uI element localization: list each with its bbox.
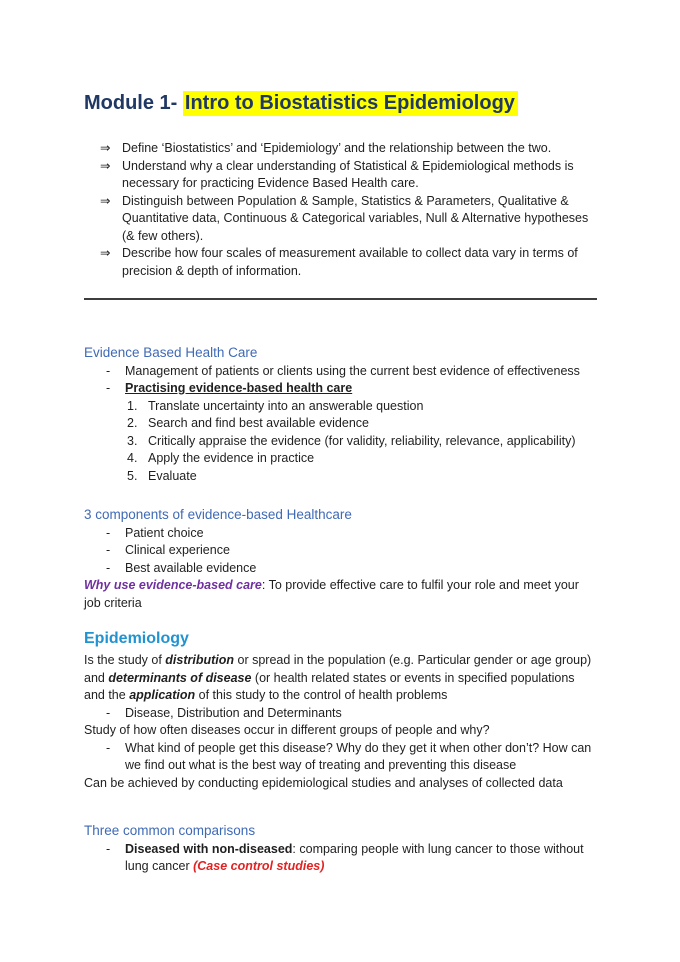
- objective-item: [84, 140, 597, 158]
- step-text: Evaluate: [148, 468, 197, 483]
- step-number: [127, 433, 148, 451]
- objective-item: [84, 193, 597, 246]
- dash-bullet: -: [106, 381, 111, 395]
- title-prefix: Module 1-: [84, 92, 183, 114]
- why-use-paragraph: [84, 577, 597, 612]
- def-run: or spread in the population (e.g. Particular gender or age group) and: [84, 653, 592, 685]
- list-item: [84, 380, 597, 398]
- objective-text: Distinguish between Population & Sample, Statistics & Parameters, Qualitative & Quantitative data, Continuous & Categorical variables, Null & Alternative hypotheses (& few others).: [122, 193, 589, 243]
- comparison-study-type: (Case control studies): [193, 859, 325, 873]
- def-run: (or health related states or events in specified populations and the: [84, 670, 575, 702]
- objective-text: Describe how four scales of measurement available to collect data vary in terms of precision & depth of information.: [122, 246, 578, 278]
- arrow-bullet-icon: ⇒: [100, 141, 111, 155]
- step-item: [84, 433, 597, 451]
- section-three-components: [84, 506, 597, 612]
- epidemiology-heading: Epidemiology: [84, 630, 189, 647]
- step-number: [127, 415, 148, 433]
- dash-bullet: -: [106, 560, 111, 575]
- objective-text: Understand why a clear understanding of Statistical & Epidemiological methods is necessary for practicing Evidence Based Health care.: [122, 158, 574, 190]
- list-item: [84, 740, 597, 775]
- step-text: Translate uncertainty into an answerable question: [148, 398, 424, 413]
- def-emphasis: determinants of disease: [108, 670, 252, 685]
- step-text: Critically appraise the evidence (for validity, reliability, relevance, applicability): [148, 433, 576, 448]
- section-heading: Three common comparisons: [84, 823, 256, 838]
- list-item-text: Practising evidence-based health care: [125, 381, 353, 395]
- comparison-term: Diseased with non-diseased: [125, 841, 293, 856]
- section-heading: Evidence Based Health Care: [84, 345, 258, 360]
- list-item: [84, 363, 597, 381]
- dash-bullet: -: [106, 543, 111, 557]
- comparison-text: : comparing people with lung cancer to those without lung cancer: [125, 841, 584, 873]
- dash-bullet: -: [106, 525, 111, 540]
- def-emphasis: distribution: [165, 653, 235, 667]
- list-item-text: Clinical experience: [125, 543, 230, 557]
- page-title: [84, 90, 597, 116]
- section-epidemiology: [84, 629, 597, 792]
- objective-item: [84, 245, 597, 280]
- epidemiology-definition: [84, 652, 597, 705]
- dash-bullet: -: [106, 705, 111, 720]
- dash-bullet: -: [106, 363, 111, 378]
- step-item: [84, 450, 597, 468]
- epidemiology-paragraph: Study of how often diseases occur in different groups of people and why?: [84, 723, 490, 737]
- epidemiology-list: [84, 705, 597, 723]
- step-item: [84, 468, 597, 486]
- list-item: [84, 560, 597, 578]
- step-number: [127, 468, 148, 486]
- list-item: [84, 542, 597, 560]
- list-item-text: What kind of people get this disease? Why do they get it when other don’t? How can we find out what is the best way of treating and preventing this disease: [125, 740, 592, 772]
- dash-bullet: -: [106, 841, 111, 856]
- ebhc-list: [84, 363, 597, 398]
- ebhc-steps-list: [84, 398, 597, 486]
- list-item-text: [125, 841, 597, 876]
- list-item-text: Patient choice: [125, 525, 204, 540]
- step-text: Apply the evidence in practice: [148, 451, 315, 465]
- step-item: [84, 415, 597, 433]
- step-item: [84, 398, 597, 416]
- epidemiology-paragraph: Can be achieved by conducting epidemiological studies and analyses of collected data: [84, 775, 563, 790]
- section-evidence-based-health-care: [84, 344, 597, 485]
- objectives-list: [84, 140, 597, 280]
- objective-item: [84, 158, 597, 193]
- def-run: of this study to the control of health problems: [195, 688, 448, 702]
- section-heading: 3 components of evidence-based Healthcare: [84, 507, 352, 522]
- objective-text: Define ‘Biostatistics’ and ‘Epidemiology’ and the relationship between the two.: [122, 141, 552, 155]
- list-item-text: Best available evidence: [125, 560, 257, 575]
- list-item: [84, 705, 597, 723]
- horizontal-divider: [84, 298, 597, 300]
- step-text: Search and find best available evidence: [148, 416, 369, 430]
- list-item: [84, 841, 597, 876]
- why-use-text: : To provide effective care to fulfil your role and meet your job criteria: [84, 578, 579, 610]
- why-use-label: Why use evidence-based care: [84, 578, 262, 592]
- list-item-text: Management of patients or clients using the current best evidence of effectiveness: [125, 363, 580, 378]
- def-run: Is the study of: [84, 653, 166, 667]
- components-list: [84, 525, 597, 578]
- epidemiology-list: [84, 740, 597, 775]
- list-item: [84, 525, 597, 543]
- def-emphasis: application: [129, 688, 196, 702]
- step-number: [127, 398, 148, 416]
- title-highlighted: Intro to Biostatistics Epidemiology: [183, 91, 518, 116]
- arrow-bullet-icon: ⇒: [100, 158, 111, 173]
- list-item-text: Disease, Distribution and Determinants: [125, 705, 342, 720]
- arrow-bullet-icon: ⇒: [100, 193, 111, 208]
- arrow-bullet-icon: ⇒: [100, 246, 111, 260]
- comparisons-list: [84, 841, 597, 876]
- dash-bullet: -: [106, 740, 111, 755]
- section-comparisons: [84, 822, 597, 876]
- step-number: [127, 450, 148, 468]
